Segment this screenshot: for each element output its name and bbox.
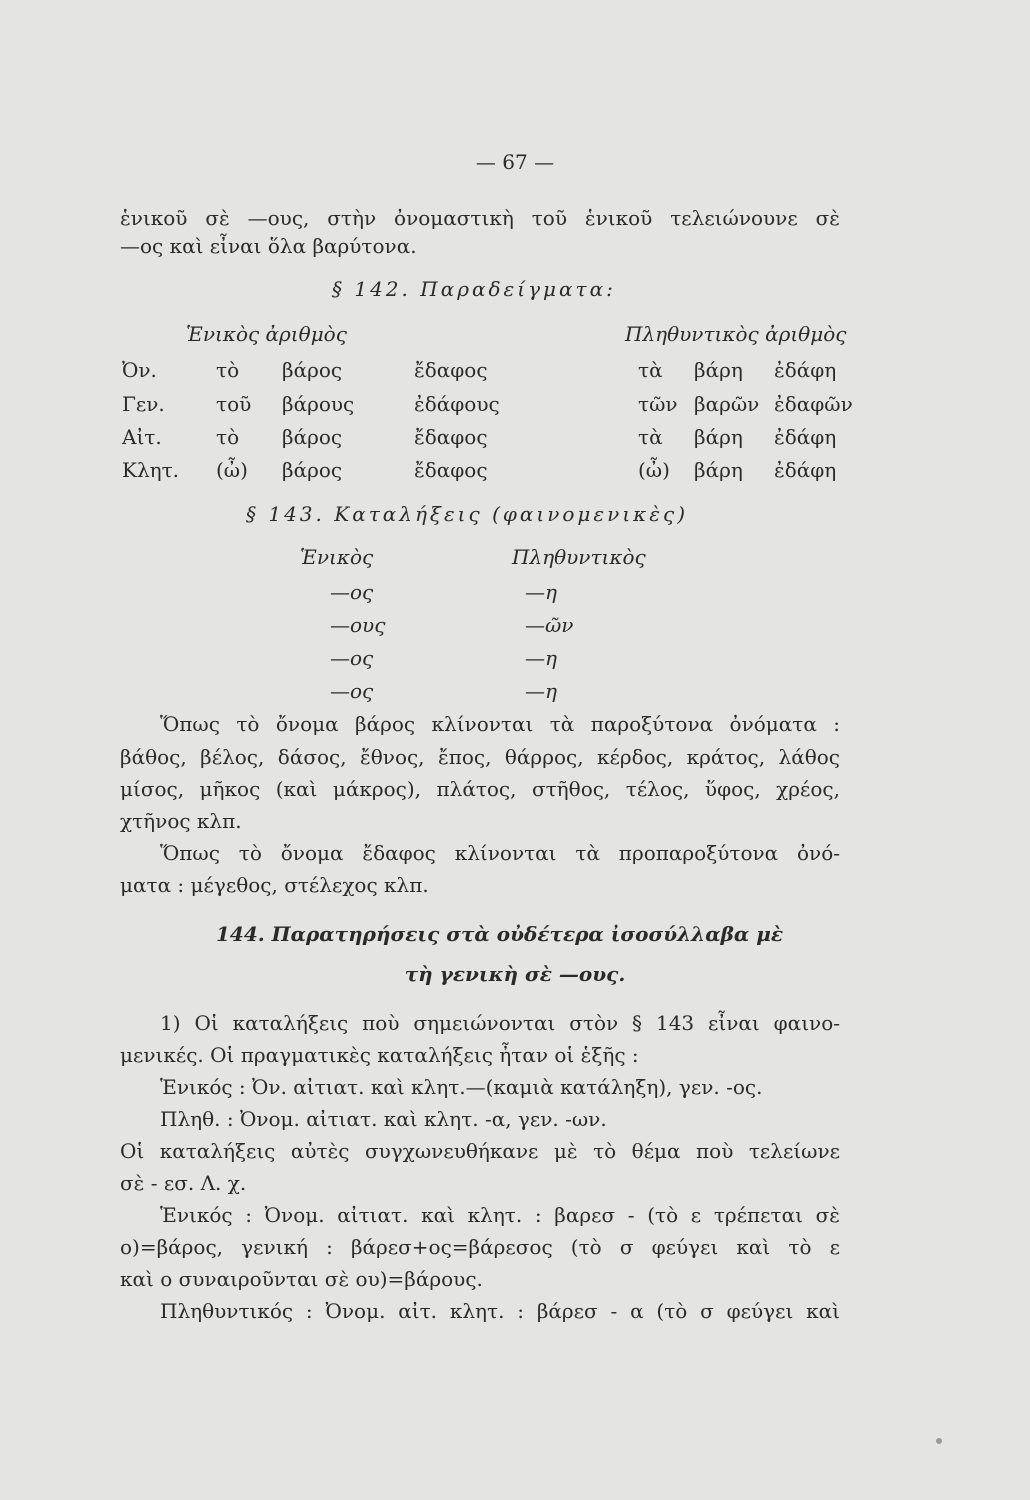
- article-singular: τοῦ: [216, 392, 252, 416]
- case-label: Κλητ.: [122, 458, 180, 482]
- plural-ending: —η: [525, 580, 557, 604]
- paragraph-line: ο)=βάρος, γενική : βάρεσ+ος=βάρεσος (τὸ σ φεύγει καὶ τὸ ε: [120, 1235, 840, 1259]
- word-baros: βάρους: [282, 392, 355, 416]
- word-bari: βαρῶν: [694, 392, 760, 416]
- paragraph-line: Ἑνικός : Ὀν. αἰτιατ. καὶ κλητ.—(καμιὰ κατάληξη), γεν. -ος.: [160, 1075, 763, 1099]
- article-singular: τὸ: [216, 425, 240, 449]
- paragraph-line: 1) Οἱ καταλήξεις ποὺ σημειώνονται στὸν § 143 εἶναι φαινο-: [160, 1011, 840, 1035]
- paragraph-line: ματα : μέγεθος, στέλεχος κλπ.: [120, 873, 429, 897]
- word-edafi: ἐδάφη: [774, 425, 837, 449]
- word-edafi: ἐδαφῶν: [774, 392, 853, 416]
- paragraph-line: καὶ ο συναιροῦνται σὲ ου)=βάρους.: [120, 1267, 483, 1291]
- word-baros: βάρος: [282, 425, 343, 449]
- singular-ending: —ους: [330, 613, 386, 637]
- case-label: Γεν.: [122, 392, 165, 416]
- article-singular: (ὦ): [216, 458, 248, 482]
- word-edafos: ἔδαφος: [414, 458, 488, 482]
- plural-number-header: Πληθυντικὸς ἀριθμὸς: [625, 322, 847, 346]
- intro-line-1: ἑνικοῦ σὲ —ους, στὴν ὀνομαστικὴ τοῦ ἑνικοῦ τελειώνουνε σὲ: [120, 206, 840, 230]
- section-144-heading-line-1: 144. Παρατηρήσεις στὰ οὐδέτερα ἰσοσύλλαβα μὲ: [216, 922, 784, 946]
- word-baros: βάρος: [282, 458, 343, 482]
- word-edafos: ἔδαφος: [414, 425, 488, 449]
- plural-ending: —η: [525, 646, 557, 670]
- word-bari: βάρη: [694, 425, 743, 449]
- singular-ending: —ος: [330, 679, 374, 703]
- paragraph-line: Πληθυντικός : Ὀνομ. αἰτ. κλητ. : βάρεσ - α (τὸ σ φεύγει καὶ: [160, 1299, 840, 1323]
- intro-line-2: —ος καὶ εἶναι ὅλα βαρύτονα.: [120, 234, 417, 258]
- plural-ending: —η: [525, 679, 557, 703]
- article-plural: (ὦ): [638, 458, 670, 482]
- plural-header: Πληθυντικὸς: [512, 545, 646, 569]
- section-144-heading-line-2: τὴ γενικὴ σὲ —ους.: [404, 962, 626, 986]
- paper-speck: [936, 1438, 942, 1444]
- word-bari: βάρη: [694, 458, 743, 482]
- article-singular: τὸ: [216, 358, 240, 382]
- word-bari: βάρη: [694, 358, 743, 382]
- section-142-heading: § 142. Παραδείγματα:: [332, 277, 616, 301]
- case-label: Ὀν.: [122, 358, 157, 382]
- singular-ending: —ος: [330, 580, 374, 604]
- paragraph-line: Ὅπως τὸ ὄνομα ἔδαφος κλίνονται τὰ προπαροξύτονα ὀνό-: [160, 841, 840, 865]
- article-plural: τῶν: [638, 392, 678, 416]
- paragraph-line: μενικές. Οἱ πραγματικὲς καταλήξεις ἦταν οἱ ἑξῆς :: [120, 1043, 639, 1067]
- paragraph-line: μίσος, μῆκος (καὶ μάκρος), πλάτος, στῆθος, τέλος, ὕφος, χρέος,: [120, 777, 840, 801]
- word-edafos: ἔδαφος: [414, 358, 488, 382]
- paragraph-line: Ἑνικός : Ὀνομ. αἰτιατ. καὶ κλητ. : βαρεσ - (τὸ ε τρέπεται σὲ: [160, 1203, 840, 1227]
- case-label: Αἰτ.: [122, 425, 162, 449]
- article-plural: τὰ: [638, 358, 663, 382]
- paragraph-line: Οἱ καταλήξεις αὐτὲς συγχωνευθήκανε μὲ τὸ θέμα ποὺ τελείωνε: [120, 1139, 840, 1163]
- article-plural: τὰ: [638, 425, 663, 449]
- plural-ending: —ῶν: [525, 613, 574, 637]
- word-edafos: ἐδάφους: [414, 392, 500, 416]
- singular-header: Ἑνικὸς: [300, 545, 374, 569]
- paragraph-line: Ὅπως τὸ ὄνομα βάρος κλίνονται τὰ παροξύτονα ὀνόματα :: [160, 712, 840, 736]
- singular-ending: —ος: [330, 646, 374, 670]
- section-143-heading: § 143. Καταλήξεις (φαινομενικὲς): [246, 502, 689, 526]
- word-baros: βάρος: [282, 358, 343, 382]
- word-edafi: ἐδάφη: [774, 358, 837, 382]
- word-edafi: ἐδάφη: [774, 458, 837, 482]
- paragraph-line: Πληθ. : Ὀνομ. αἰτιατ. καὶ κλητ. -α, γεν. -ων.: [160, 1107, 607, 1131]
- paragraph-line: σὲ - εσ. Λ. χ.: [120, 1171, 247, 1195]
- page-number: — 67 —: [475, 150, 555, 174]
- paragraph-line: βάθος, βέλος, δάσος, ἔθνος, ἔπος, θάρρος, κέρδος, κράτος, λάθος: [120, 745, 840, 769]
- singular-number-header: Ἑνικὸς ἀριθμὸς: [186, 322, 347, 346]
- paragraph-line: χτῆνος κλπ.: [120, 809, 242, 833]
